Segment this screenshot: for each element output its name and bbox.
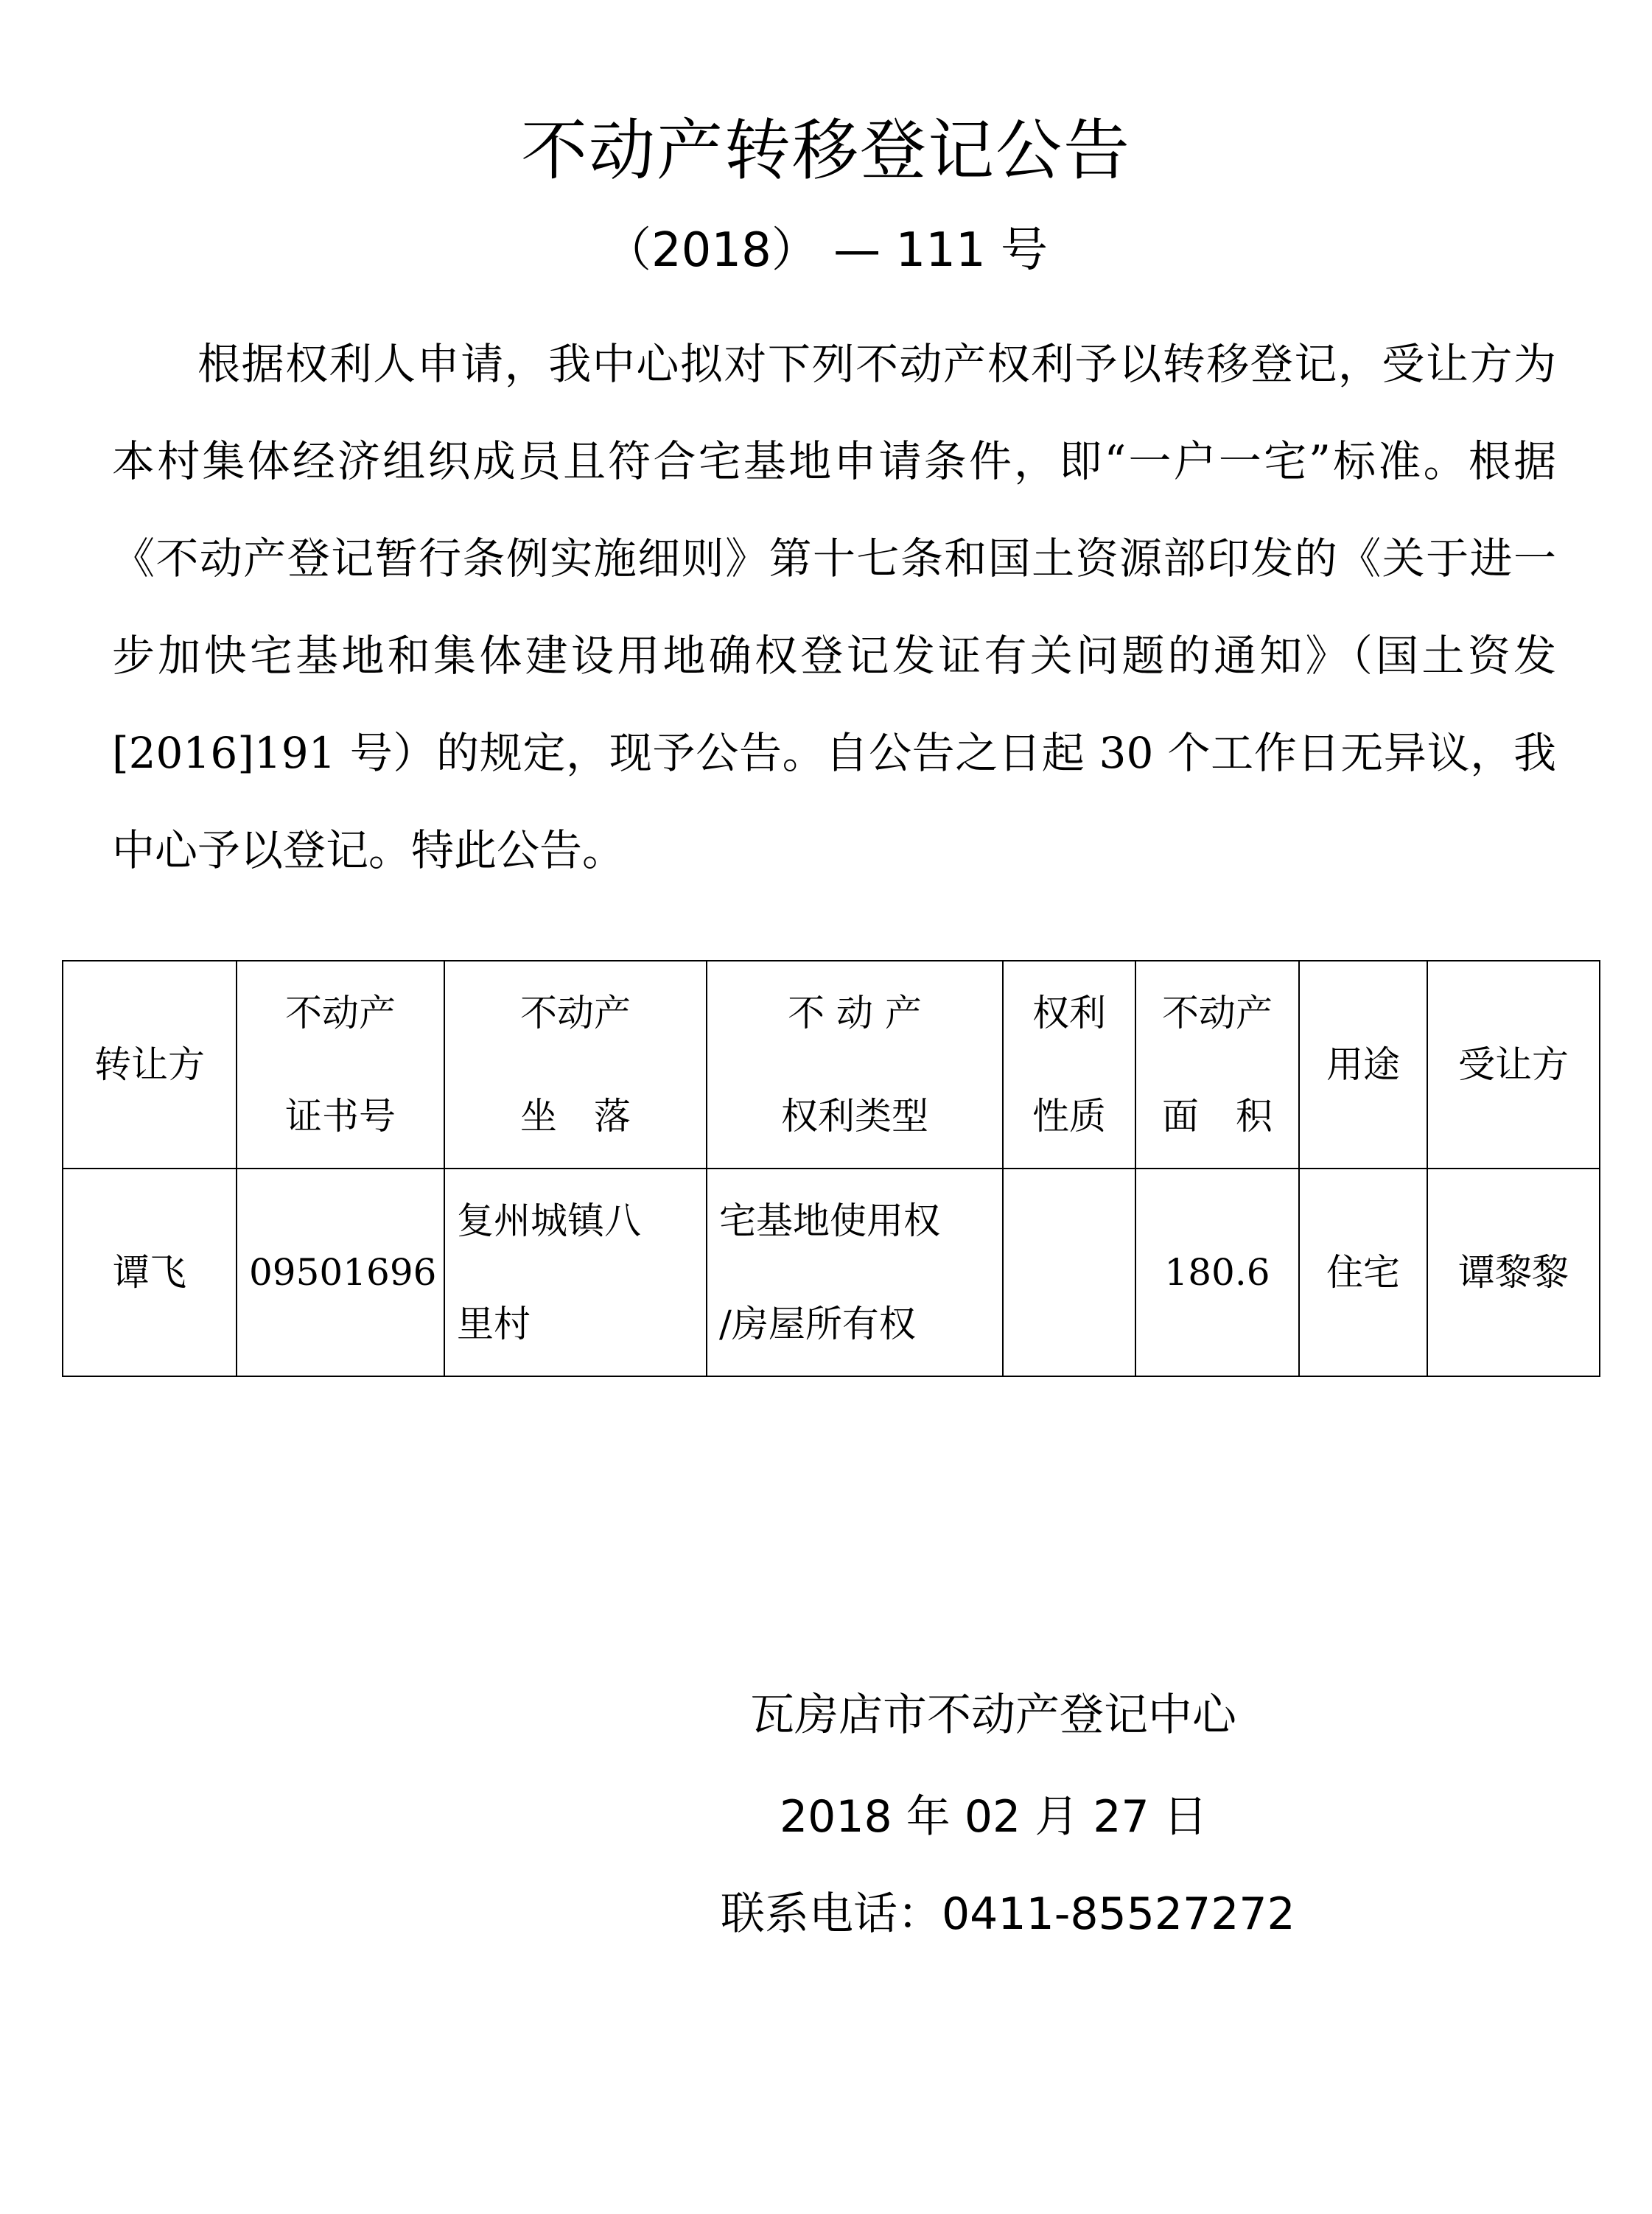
cell-right-type-line2: /房屋所有权 bbox=[719, 1303, 916, 1345]
issuer-name: 瓦房店市不动产登记中心 bbox=[750, 1689, 1236, 1741]
cell-transferee: 谭黎黎 bbox=[1427, 1169, 1600, 1376]
header-cert-no-line1: 不动产 bbox=[285, 992, 396, 1034]
header-area-line1: 不动产 bbox=[1162, 992, 1273, 1034]
cell-transferor: 谭飞 bbox=[63, 1169, 237, 1376]
cell-area: 180.6 bbox=[1135, 1169, 1299, 1376]
cell-location-line2: 里村 bbox=[457, 1303, 531, 1345]
header-nature-line2: 性质 bbox=[1032, 1095, 1106, 1138]
header-right-type-line1: 不 动 产 bbox=[788, 992, 922, 1034]
header-area-line2: 面 积 bbox=[1162, 1095, 1273, 1138]
notice-body: 根据权利人申请，我中心拟对下列不动产权利予以转移登记，受让方为本村集体经济组织成员且符合宅基地申请条件，即“一户一宅”标准。根据《不动产登记暂行条例实施细则》第十七条和国土资源部印发的《关于进一步加快宅基地和集体建设用地确权登记发证有关问题的通知》（国土资发[2016]191 号）的规定，现予公告。自公告之日起 30 个工作日无异议，我中心予以登记。特此公告。 bbox=[112, 339, 1556, 875]
header-transferor: 转让方 bbox=[63, 961, 237, 1169]
notice-title: 不动产转移登记公告 bbox=[521, 112, 1131, 189]
cell-right-type-line1: 宅基地使用权 bbox=[719, 1199, 940, 1242]
table-header-row bbox=[63, 961, 1600, 1169]
cell-location bbox=[444, 1169, 707, 1376]
header-transferee: 受让方 bbox=[1427, 961, 1600, 1169]
header-usage: 用途 bbox=[1299, 961, 1427, 1169]
cell-usage: 住宅 bbox=[1299, 1169, 1427, 1376]
cell-cert-no: 09501696 bbox=[237, 1169, 444, 1376]
header-location-line2: 坐 落 bbox=[520, 1095, 631, 1138]
header-area bbox=[1135, 961, 1299, 1169]
registry-table bbox=[62, 960, 1600, 1377]
header-location-line1: 不动产 bbox=[520, 992, 631, 1034]
contact-phone: 联系电话：0411-85527272 bbox=[721, 1888, 1295, 1940]
header-location bbox=[444, 961, 707, 1169]
cell-right-type bbox=[707, 1169, 1003, 1376]
header-nature-line1: 权利 bbox=[1032, 992, 1106, 1034]
cell-location-line1: 复州城镇八 bbox=[457, 1199, 641, 1242]
header-cert-no-line2: 证书号 bbox=[285, 1095, 396, 1138]
table-row bbox=[63, 1169, 1600, 1376]
cell-nature bbox=[1003, 1169, 1135, 1376]
header-right-type bbox=[707, 961, 1003, 1169]
notice-number: （2018） — 111 号 bbox=[603, 223, 1049, 278]
issue-date: 2018 年 02 月 27 日 bbox=[780, 1791, 1208, 1843]
header-nature bbox=[1003, 961, 1135, 1169]
header-cert-no bbox=[237, 961, 444, 1169]
header-right-type-line2: 权利类型 bbox=[781, 1095, 928, 1138]
